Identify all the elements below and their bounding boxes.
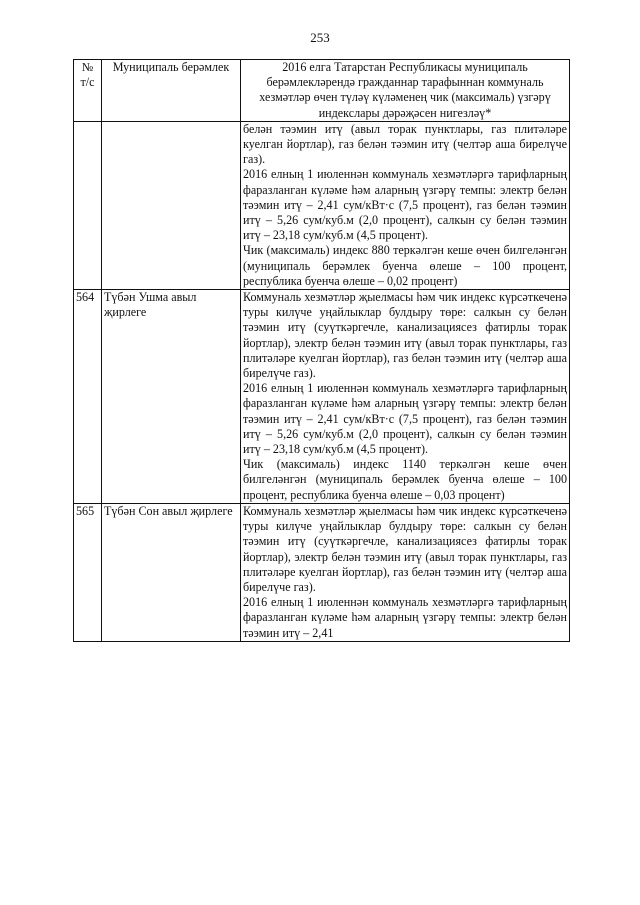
row-number: [74, 121, 102, 289]
row-municipality: [102, 121, 241, 289]
table-row: [74, 121, 570, 289]
header-number: № т/с: [74, 60, 102, 122]
row-number: 564: [74, 290, 102, 504]
description-paragraph: Чик (максималь) индекс 880 теркәлгән кеше өчен билгеләнгән (муниципаль берәмлек буенча өлеше – 100 процент, республика буенча өлеше – 0,02 процент): [243, 243, 567, 288]
description-paragraph: 2016 елның 1 июленнән коммуналь хезмәтләргә тарифларның фаразланган күләме һәм аларның үзгәрү темпы: электр белән тәэмин итү – 2,41: [243, 595, 567, 640]
row-municipality: Түбән Ушма авыл җирлеге: [102, 290, 241, 504]
description-paragraph: белән тәэмин итү (авыл торак пунктлары, газ плитәләре куелган йортлар), газ белән тәэмин итү (челтәр аша бирелүче газ).: [243, 121, 567, 167]
description-paragraph: Коммуналь хезмәтләр җыелмасы һәм чик индекс күрсәткеченә туры килүче уңайлыклар булдыру төре: салкын су белән тәэмин итү (суүткәргечле, канализациясез фатирлы торак йортлар), электр белән тәэмин итү (авыл торак пунктлары, газ плитәләре куелган йортлар), газ белән тәэмин итү (челтәр аша бирелүче газ).: [243, 290, 567, 381]
page-number: 253: [310, 30, 330, 45]
table-header-row: [74, 60, 570, 122]
table-row: [74, 503, 570, 641]
header-municipality: Муниципаль берәмлек: [102, 60, 241, 122]
municipal-index-table: [73, 59, 570, 642]
row-description: [241, 290, 570, 504]
description-paragraph: Коммуналь хезмәтләр җыелмасы һәм чик индекс күрсәткеченә туры килүче уңайлыклар булдыру төре: салкын су белән тәэмин итү (суүткәргечле, канализациясез фатирлы торак йортлар), электр белән тәэмин итү (авыл торак пунктлары, газ плитәләре куелган йортлар), газ белән тәэмин итү (челтәр аша бирелүче газ).: [243, 503, 567, 594]
row-description: [241, 503, 570, 641]
row-municipality: Түбән Сон авыл җирлеге: [102, 503, 241, 641]
description-paragraph: 2016 елның 1 июленнән коммуналь хезмәтләргә тарифларның фаразланган күләме һәм аларның үзгәрү темпы: электр белән тәэмин итү – 2,41 сум/кВт·с (7,5 процент), газ белән тәэмин итү – 5,26 сум/куб.м (2,0 процент), салкын су белән тәэмин итү – 23,18 сум/куб.м (4,5 процент).: [243, 167, 567, 243]
table-row: [74, 290, 570, 504]
description-paragraph: Чик (максималь) индекс 1140 теркәлгән кеше өчен билгеләнгән (муниципаль берәмлек буенча өлеше – 100 процент, республика буенча өлеше – 0,03 процент): [243, 457, 567, 502]
row-description: [241, 121, 570, 289]
description-paragraph: 2016 елның 1 июленнән коммуналь хезмәтләргә тарифларның фаразланган күләме һәм аларның үзгәрү темпы: электр белән тәэмин итү – 2,41 сум/кВт·с (7,5 процент), газ белән тәэмин итү – 5,26 сум/куб.м (2,0 процент), салкын су белән тәэмин итү – 23,18 сум/куб.м (4,5 процент).: [243, 381, 567, 457]
row-number: 565: [74, 503, 102, 641]
header-description: 2016 елга Татарстан Республикасы муниципаль берәмлекләрендә гражданнар тарафыннан коммуналь хезмәтләр өчен түләү күләменең чик (максималь) үзгәрү индекслары дәрәҗәсен нигезләү*: [241, 60, 570, 122]
